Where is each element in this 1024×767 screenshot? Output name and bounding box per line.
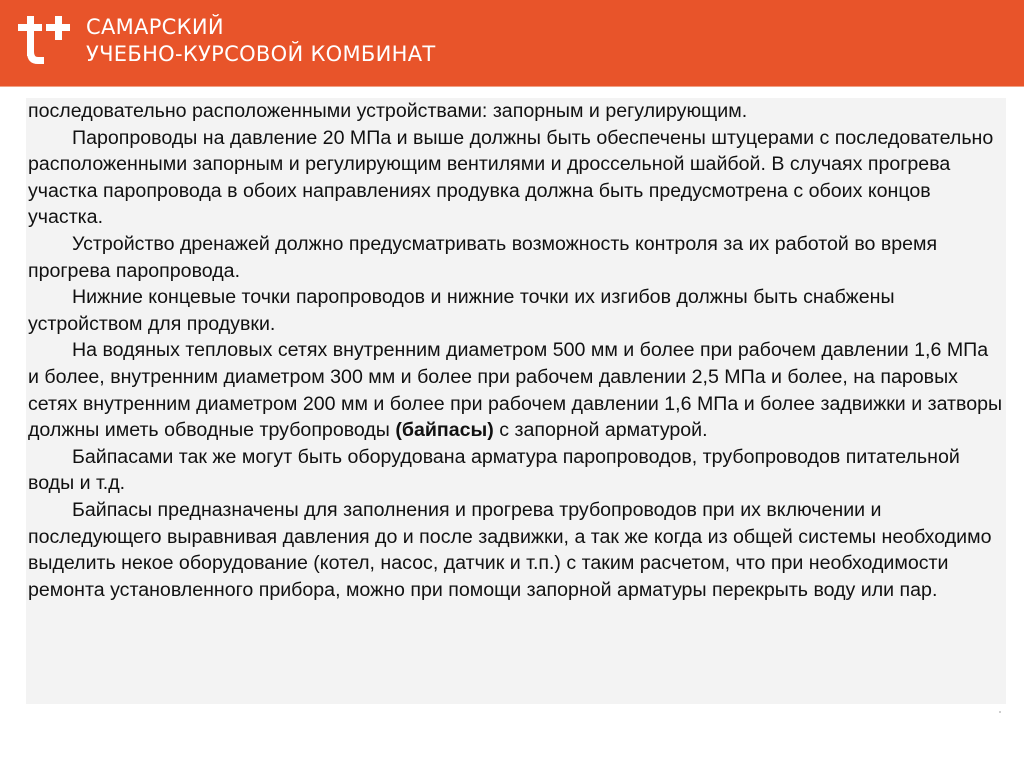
paragraph-1: Паропроводы на давление 20 МПа и выше должны быть обеспечены штуцерами с последовательно расположенными запорным и регулирующим вентилями и дроссельной шайбой. В случаях прогрева участка паропровода в обоих направлениях продувка должна быть предусмотрена с обоих концов участка. (28, 126, 994, 229)
bypass-term: (байпасы) (395, 419, 494, 442)
logo-line-2: УЧЕБНО-КУРСОВОЙ КОМБИНАТ (86, 42, 436, 66)
logo-line-1: САМАРСКИЙ (86, 15, 224, 39)
content-area (26, 98, 1006, 704)
paragraph-4-text-end: с запорной арматурой. (493, 419, 708, 442)
paragraph-4-text-start: На водяных тепловых сетях внутренним диаметром 500 мм и более при рабочем давлении 1,6 МПа и более, внутренним диаметром 300 мм и более при рабочем давлении 2,5 МПа и более, на паровых сетях внутренним диаметром 200 мм и более при рабочем давлении 1,6 МПа и более задвижки и затворы должны иметь обводные трубопроводы (28, 339, 1003, 442)
logo-text (86, 14, 436, 68)
paragraph-4 (28, 337, 1003, 443)
corner-dot (999, 711, 1001, 713)
paragraph-6: Байпасы предназначены для заполнения и прогрева трубопроводов при их включении и последующего выравнивая давления до и после задвижки, а так же когда из общей системы необходимо выделить некое оборудование (котел, насос, датчик и т.п.) с таким расчетом, что при необходимости ремонта установленного прибора, можно при помощи запорной арматуры перекрыть воду или пар. (28, 498, 992, 601)
tt-plus-logo-icon (16, 14, 76, 74)
paragraph-2: Устройство дренажей должно предусматривать возможность контроля за их работой во время прогрева паропровода. (28, 232, 938, 282)
paragraph-5: Байпасами так же могут быть оборудована арматура паропроводов, трубопроводов питательной воды и т.д. (28, 445, 960, 495)
paragraph-0: последовательно расположенными устройствами: запорным и регулирующим. (28, 100, 748, 122)
body-text (28, 98, 1003, 603)
paragraph-3: Нижние концевые точки паропроводов и нижние точки их изгибов должны быть снабжены устройством для продувки. (28, 286, 895, 335)
header-bar (0, 0, 1024, 87)
